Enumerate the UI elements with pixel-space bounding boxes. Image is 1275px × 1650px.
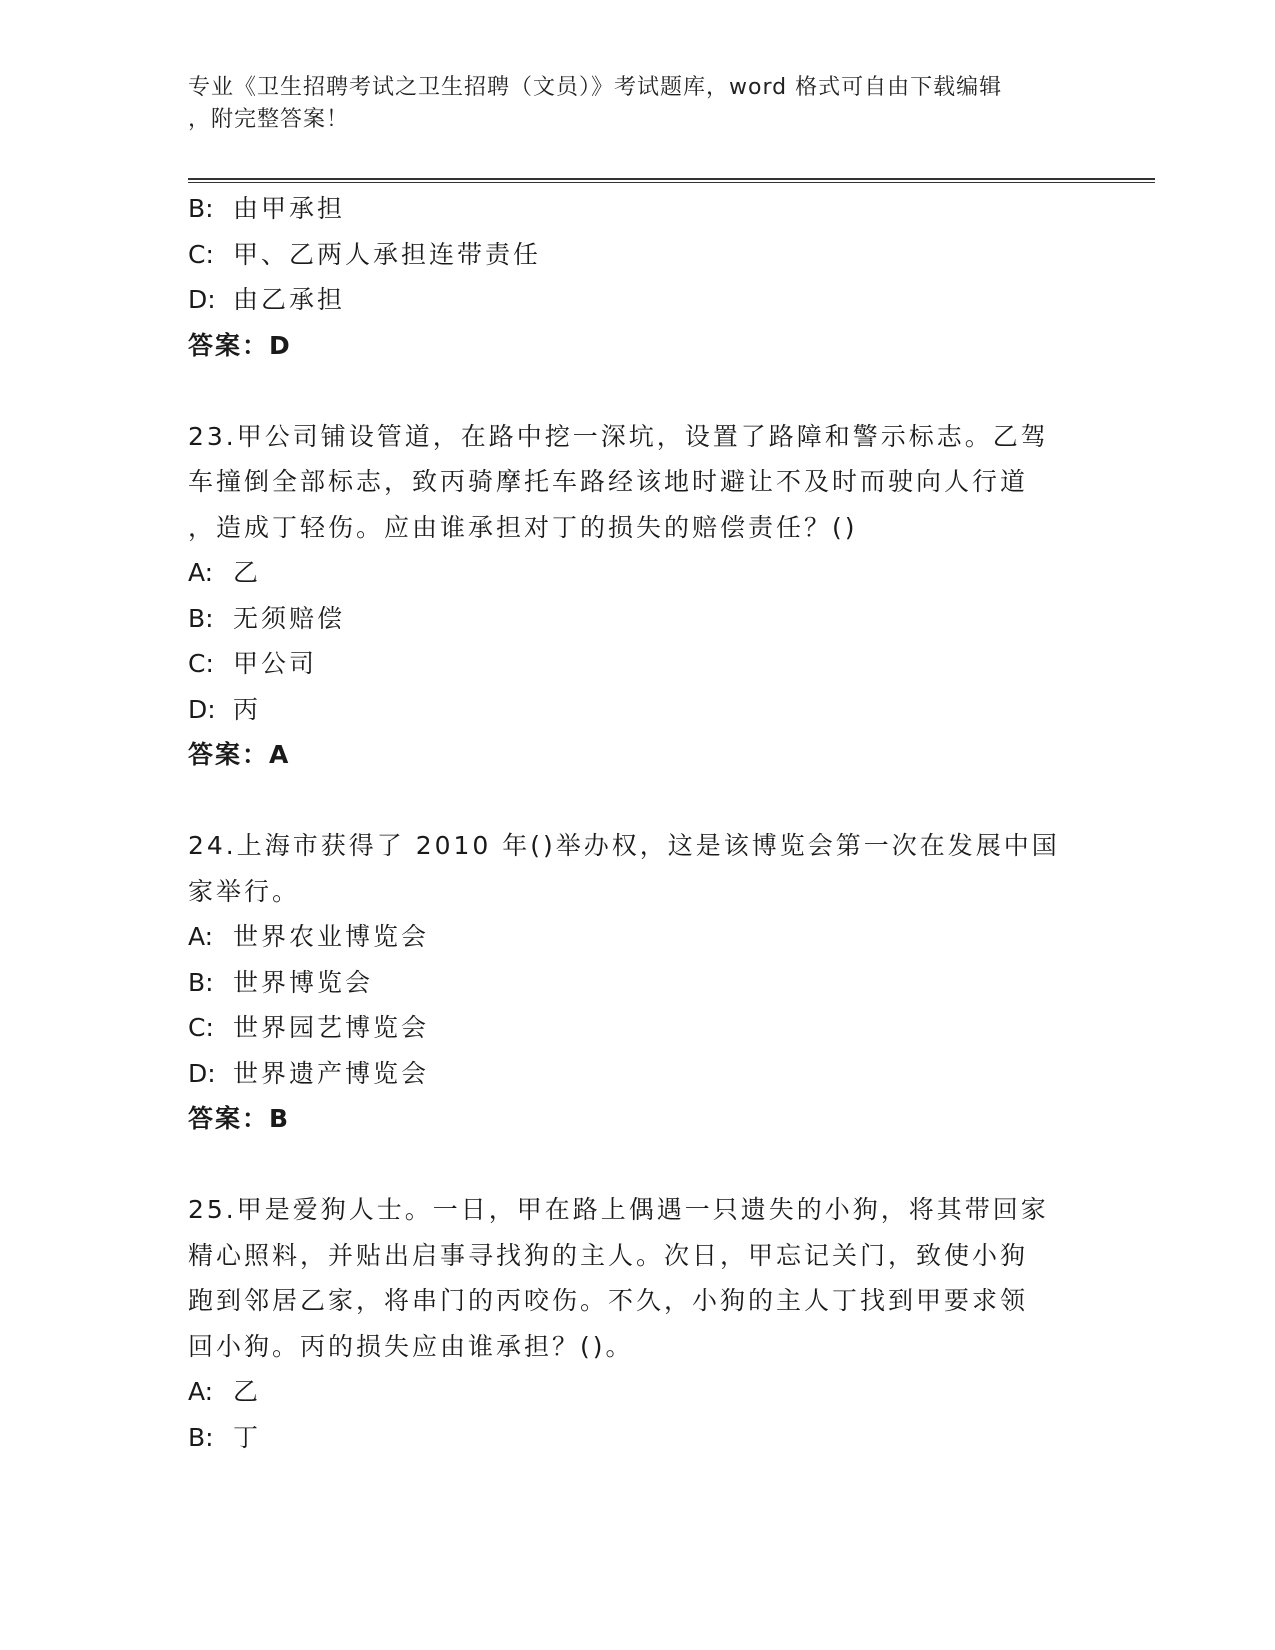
option-letter: C: [188,1013,214,1042]
option-text: 乙 [233,558,262,587]
option-text: 世界遗产博览会 [233,1058,430,1088]
header-line-1: 专业《卫生招聘考试之卫生招聘（文员）》考试题库，word 格式可自由下载编辑 [188,75,1003,100]
option-letter: D: [188,1058,216,1088]
option-d [188,277,1088,323]
option-letter: B: [188,967,214,997]
option-letter: D: [188,694,216,724]
option-d [188,687,1088,733]
option-text: 甲、乙两人承担连带责任 [233,239,542,269]
question-22 [188,186,1088,368]
question-25 [188,1187,1088,1460]
option-text: 无须赔偿 [233,603,346,633]
question-24 [188,823,1088,1142]
question-text-line: 车撞倒全部标志，致丙骑摩托车路经该地时避让不及时而驶向人行道 [188,467,1029,496]
option-text: 由甲承担 [233,194,346,223]
option-text: 乙 [233,1377,262,1406]
option-text: 丙 [233,694,262,724]
header-divider [188,178,1155,183]
spacer [188,778,1088,824]
question-text-line: 跑到邻居乙家，将串门的丙咬伤。不久，小狗的主人丁找到甲要求领 [188,1286,1029,1315]
option-text: 甲公司 [233,649,318,678]
option-letter: B: [188,603,214,633]
page-header [188,72,1068,136]
question-text-line: ，造成丁轻伤。应由谁承担对丁的损失的赔偿责任？() [188,512,858,542]
question-text-line: 回小狗。丙的损失应由谁承担？()。 [188,1331,634,1361]
header-line-2: ，附完整答案！ [188,107,350,132]
option-letter: C: [188,239,214,269]
question-text-line: 25.甲是爱狗人士。一日，甲在路上偶遇一只遗失的小狗，将其带回家 [188,1195,1049,1224]
option-b [188,186,1088,232]
question-text-line: 24.上海市获得了 2010 年()举办权，这是该博览会第一次在发展中国 [188,831,1060,860]
option-letter: B: [188,1422,214,1452]
option-c [188,1005,1088,1051]
answer: 答案：D [188,330,292,360]
option-text: 由乙承担 [233,285,346,314]
option-letter: A: [188,1377,214,1406]
option-a [188,550,1088,596]
option-b [188,596,1088,642]
option-text: 世界园艺博览会 [233,1013,430,1042]
answer: 答案：A [188,740,291,769]
question-text-line: 23.甲公司铺设管道，在路中挖一深坑，设置了路障和警示标志。乙驾 [188,421,1049,451]
spacer [188,368,1088,414]
option-c [188,232,1088,278]
option-letter: A: [188,558,214,587]
question-23 [188,414,1088,778]
option-d [188,1051,1088,1097]
option-letter: C: [188,649,214,678]
option-text: 世界农业博览会 [233,922,430,951]
option-a [188,1369,1088,1415]
option-letter: D: [188,285,216,314]
option-b [188,960,1088,1006]
option-c [188,641,1088,687]
option-text: 丁 [233,1422,262,1452]
option-letter: A: [188,922,214,951]
answer: 答案：B [188,1104,291,1133]
question-text-line: 精心照料，并贴出启事寻找狗的主人。次日，甲忘记关门，致使小狗 [188,1240,1029,1270]
option-a [188,914,1088,960]
question-text-line: 家举行。 [188,876,301,906]
option-letter: B: [188,194,214,223]
document-body [188,186,1088,1460]
spacer [188,1142,1088,1188]
option-text: 世界博览会 [233,967,374,997]
option-b [188,1415,1088,1461]
